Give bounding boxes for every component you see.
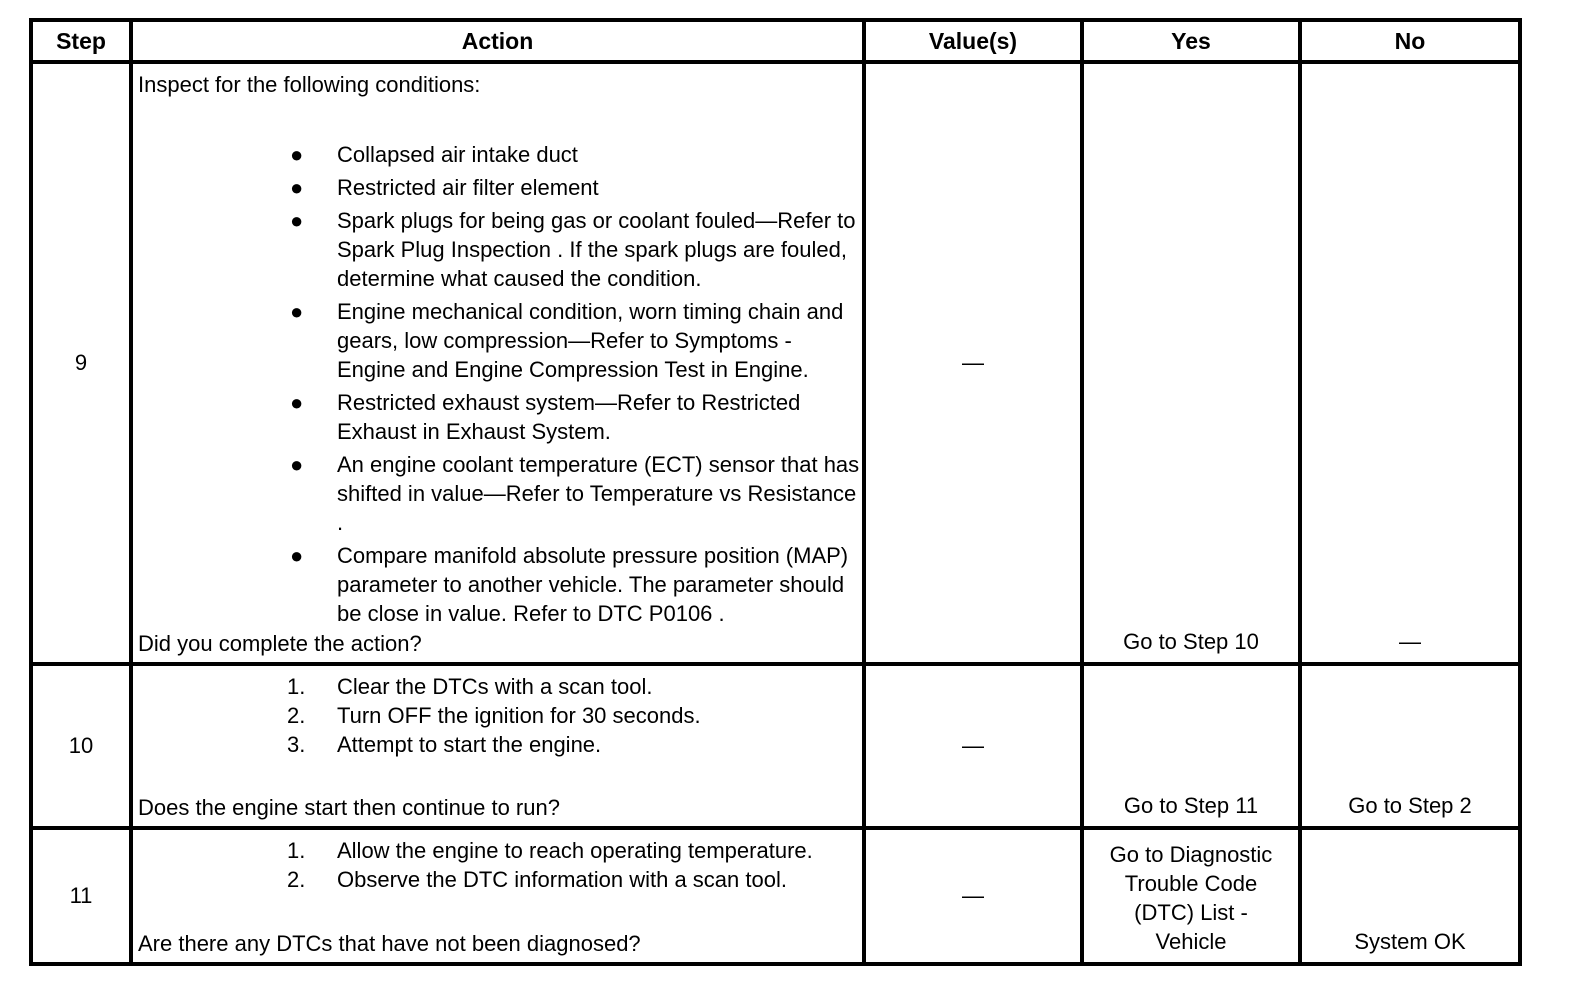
yes-cell — [1082, 828, 1300, 964]
yes-text — [1084, 840, 1298, 956]
list-item-text: Attempt to start the engine. — [337, 732, 602, 757]
action-question: Does the engine start then continue to run? — [138, 795, 560, 820]
list-item-text: Turn OFF the ignition for 30 seconds. — [337, 703, 701, 728]
table-row-step-11 — [31, 828, 1520, 964]
bullet-icon: ● — [290, 543, 304, 568]
condition-list — [133, 140, 863, 632]
procedure-list — [133, 672, 863, 759]
list-item-text: An engine coolant temperature (ECT) sensor that has shifted in value—Refer to Temperature vs Resistance . — [337, 452, 860, 535]
list-item — [133, 388, 863, 446]
list-number: 2. — [287, 867, 306, 892]
procedure-list — [133, 836, 863, 894]
list-item-text: Collapsed air intake duct — [337, 142, 578, 167]
yes-line: Vehicle — [1155, 929, 1227, 954]
header-yes: Yes — [1082, 20, 1300, 62]
action-question: Are there any DTCs that have not been diagnosed? — [138, 931, 641, 956]
bullet-icon: ● — [290, 299, 304, 324]
action-cell — [131, 62, 864, 664]
list-number: 2. — [287, 703, 306, 728]
list-item — [133, 730, 863, 759]
yes-line: (DTC) List - — [1134, 900, 1248, 925]
diagnostic-table — [29, 18, 1522, 966]
list-item-text: Restricted exhaust system—Refer to Restricted Exhaust in Exhaust System. — [337, 390, 801, 444]
yes-cell — [1082, 62, 1300, 664]
no-cell — [1300, 62, 1520, 664]
no-cell — [1300, 828, 1520, 964]
no-text: System OK — [1354, 929, 1466, 954]
yes-line: Go to Diagnostic — [1109, 842, 1273, 867]
values-cell: — — [864, 828, 1082, 964]
yes-text: Go to Step 11 — [1123, 793, 1259, 818]
bullet-icon: ● — [290, 175, 304, 200]
list-item — [133, 297, 863, 384]
header-no: No — [1300, 20, 1520, 62]
action-intro: Inspect for the following conditions: — [138, 72, 481, 97]
table-row-step-9 — [31, 62, 1520, 664]
no-text: Go to Step 2 — [1348, 793, 1472, 818]
list-item-text: Restricted air filter element — [337, 175, 599, 200]
list-item — [133, 450, 863, 537]
list-item — [133, 206, 863, 293]
list-item-text: Allow the engine to reach operating temperature. — [337, 838, 813, 863]
yes-text: Go to Step 10 — [1123, 629, 1259, 654]
yes-cell — [1082, 664, 1300, 828]
values-cell: — — [864, 664, 1082, 828]
list-item — [133, 701, 863, 730]
bullet-icon: ● — [290, 142, 304, 167]
list-number: 1. — [287, 674, 306, 699]
action-question: Did you complete the action? — [138, 631, 422, 656]
list-number: 3. — [287, 732, 306, 757]
list-item — [133, 672, 863, 701]
bullet-icon: ● — [290, 208, 304, 233]
header-row — [31, 20, 1520, 62]
no-cell — [1300, 664, 1520, 828]
step-number: 9 — [31, 62, 131, 664]
list-number: 1. — [287, 838, 306, 863]
list-item — [133, 541, 863, 628]
list-item-text: Compare manifold absolute pressure position (MAP) parameter to another vehicle. The parameter should be close in value. Refer to DTC P0106 . — [337, 543, 849, 626]
values-cell: — — [864, 62, 1082, 664]
list-item-text: Clear the DTCs with a scan tool. — [337, 674, 653, 699]
header-action: Action — [131, 20, 864, 62]
no-text: — — [1399, 629, 1421, 654]
action-cell — [131, 664, 864, 828]
action-cell — [131, 828, 864, 964]
list-item-text: Observe the DTC information with a scan tool. — [337, 867, 787, 892]
step-number: 11 — [31, 828, 131, 964]
bullet-icon: ● — [290, 390, 304, 415]
list-item-text: Engine mechanical condition, worn timing chain and gears, low compression—Refer to Symptoms - Engine and Engine Compression Test in Engine. — [337, 299, 844, 382]
bullet-icon: ● — [290, 452, 304, 477]
step-number: 10 — [31, 664, 131, 828]
table-row-step-10 — [31, 664, 1520, 828]
list-item — [133, 173, 863, 202]
list-item-text: Spark plugs for being gas or coolant fouled—Refer to Spark Plug Inspection . If the spark plugs are fouled, determine what caused the condition. — [337, 208, 856, 291]
header-values: Value(s) — [864, 20, 1082, 62]
yes-line: Trouble Code — [1124, 871, 1258, 896]
list-item — [133, 865, 863, 894]
header-step: Step — [31, 20, 131, 62]
list-item — [133, 836, 863, 865]
list-item — [133, 140, 863, 169]
